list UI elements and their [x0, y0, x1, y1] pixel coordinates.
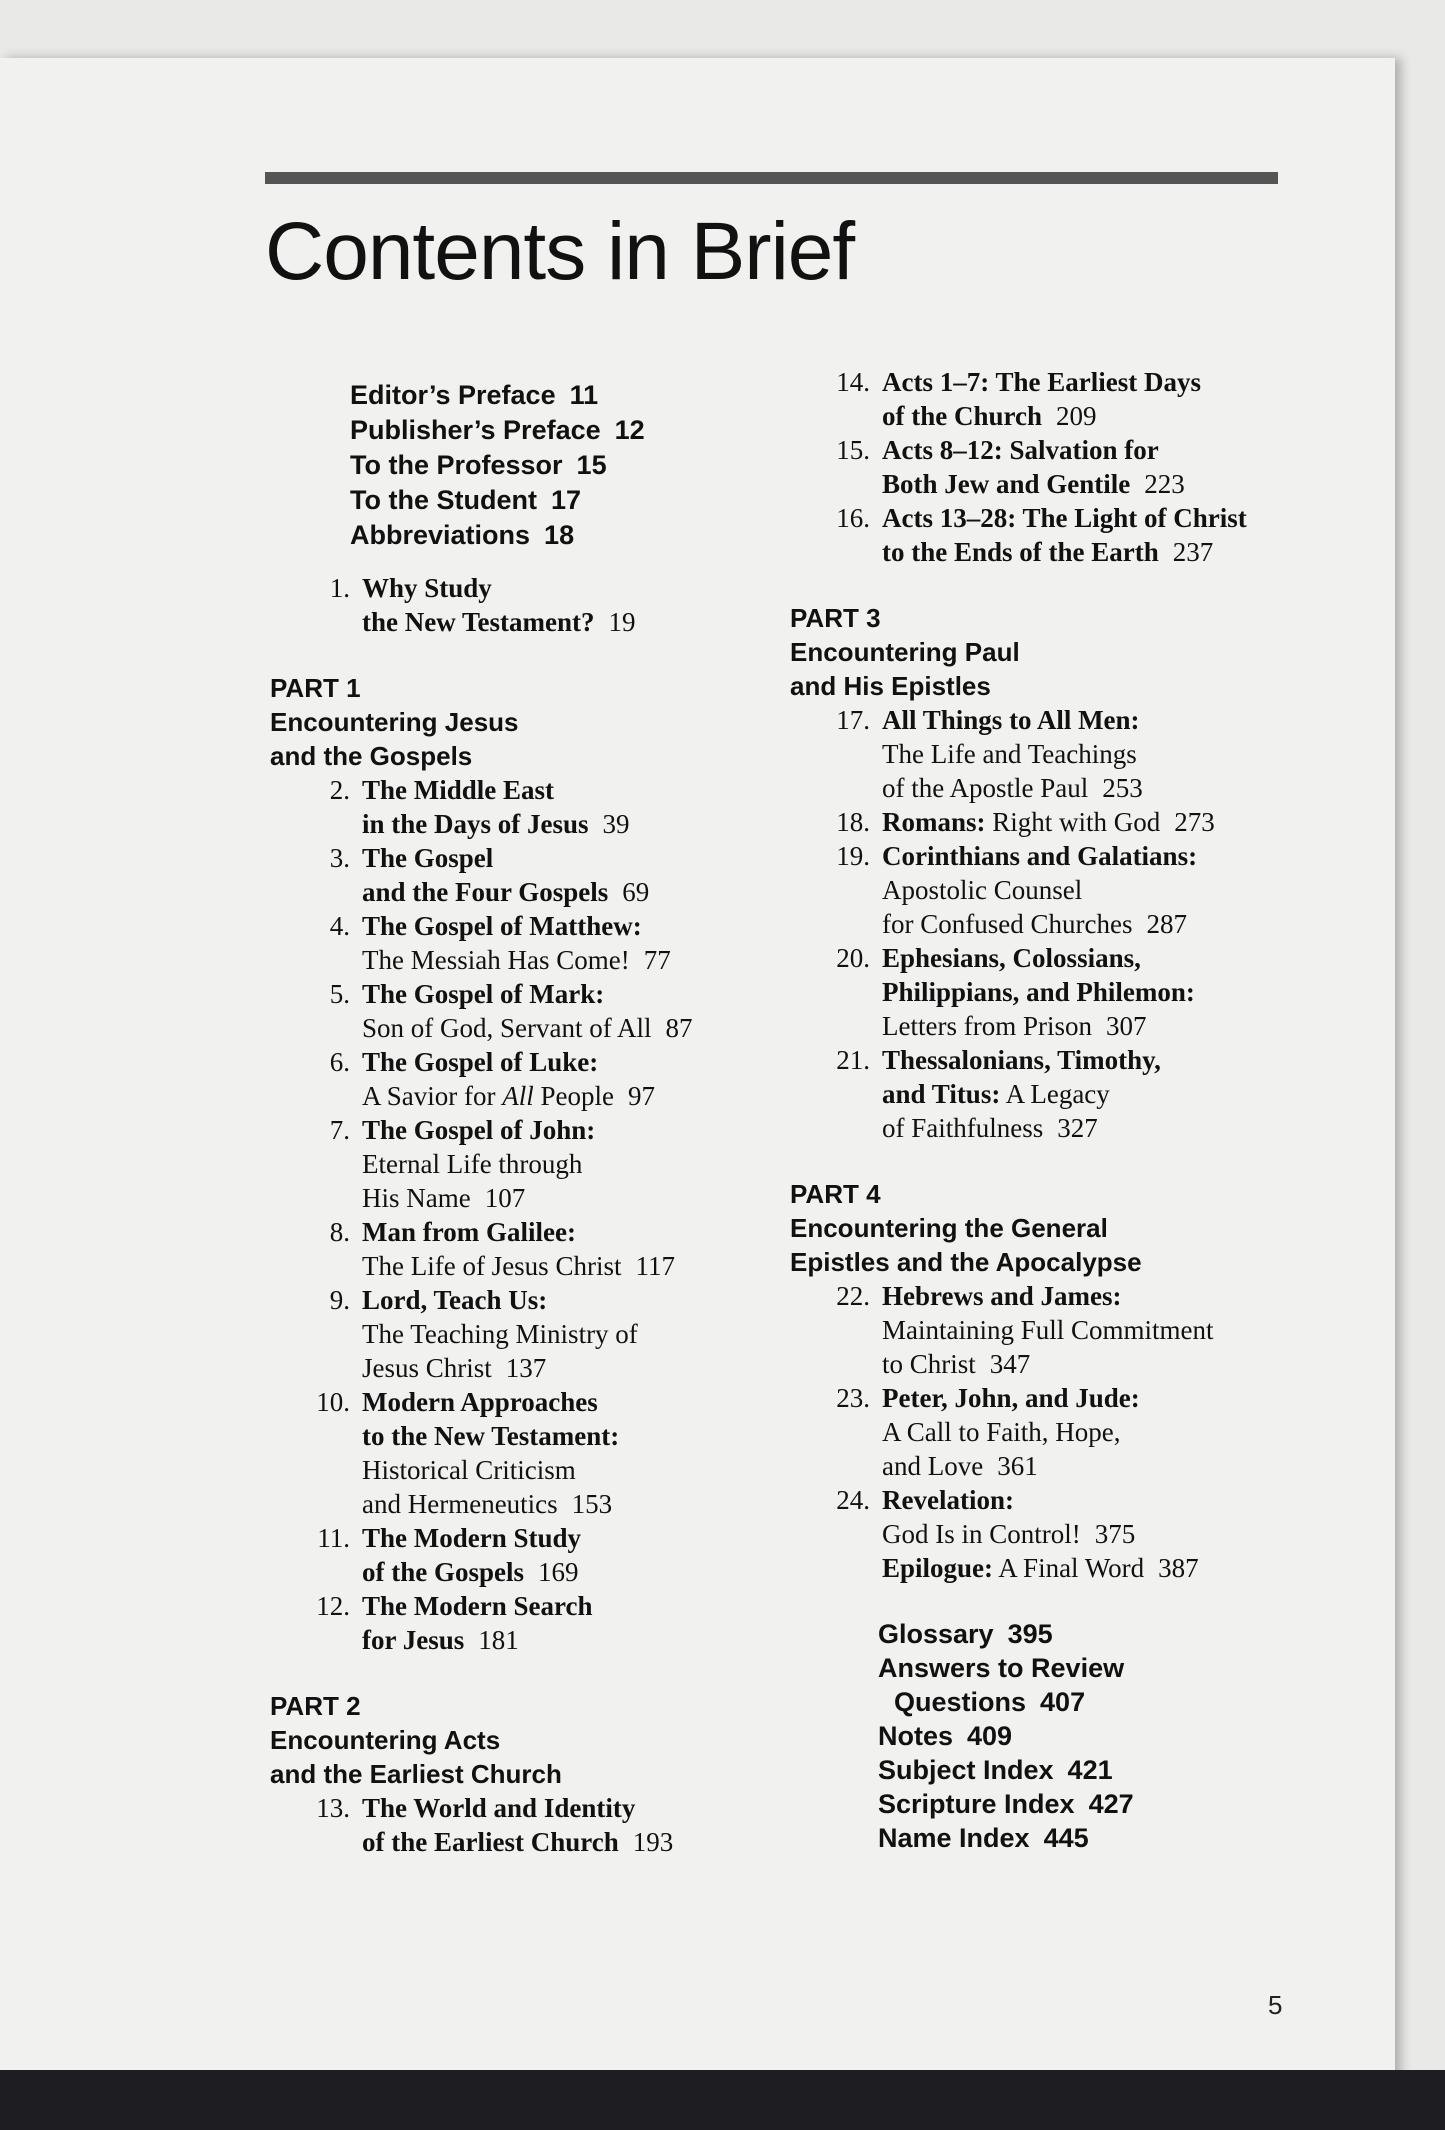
chapter-title-line: of the Church: [882, 401, 1043, 431]
chapter-subtitle: The Life of Jesus Christ: [362, 1251, 622, 1281]
chapter-entry: [270, 977, 790, 1045]
front-matter-list: [270, 378, 790, 553]
item-page: 18: [544, 520, 575, 550]
back-matter-item: [878, 1651, 1310, 1719]
chapter-title: The Gospel of John:: [362, 1115, 596, 1145]
chapter-title-line: to the New Testament:: [362, 1421, 620, 1451]
chapter-title-line: of the Earliest Church: [362, 1827, 619, 1857]
chapter-entry: [790, 1279, 1310, 1381]
chapter-title: Revelation:: [882, 1485, 1014, 1515]
chapter-entry: [790, 941, 1310, 1043]
part-title-line: Epistles and the Apocalypse: [790, 1247, 1142, 1277]
chapter-number: 15.: [836, 435, 870, 465]
chapter-number: 6.: [329, 1047, 350, 1077]
item-label: Notes: [878, 1721, 954, 1751]
back-matter-item: [878, 1753, 1310, 1787]
back-matter-item: [878, 1617, 1310, 1651]
contents-right-column: [790, 365, 1310, 1855]
chapter-page: 169: [538, 1557, 579, 1587]
chapter-number: 4.: [329, 911, 350, 941]
item-page: 12: [614, 415, 645, 445]
item-label: To the Professor: [350, 450, 563, 480]
chapter-subtitle-line: and Hermeneutics: [362, 1489, 558, 1519]
chapter-subtitle-line: of the Apostle Paul: [882, 773, 1089, 803]
back-matter-item: [878, 1719, 1310, 1753]
chapter-title-line: and the Four Gospels: [362, 877, 609, 907]
chapter-title: The Gospel: [362, 843, 494, 873]
chapter-number: 12.: [316, 1591, 350, 1621]
chapter-number: 8.: [329, 1217, 350, 1247]
chapter-entry: [270, 1215, 790, 1283]
chapter-title-line: of the Gospels: [362, 1557, 524, 1587]
chapter-page: 77: [643, 945, 671, 975]
item-page: 445: [1043, 1823, 1089, 1853]
chapter-title: Peter, John, and Jude:: [882, 1383, 1140, 1413]
chapter-title: Why Study: [362, 573, 492, 603]
chapter-number: 24.: [836, 1485, 870, 1515]
chapter-page: 117: [635, 1251, 675, 1281]
chapter-title-cont: Salvation for: [1002, 435, 1159, 465]
chapter-page: 273: [1174, 807, 1215, 837]
chapter-page: 87: [665, 1013, 693, 1043]
chapter-title-line: Both Jew and Gentile: [882, 469, 1131, 499]
item-label: Scripture Index: [878, 1789, 1075, 1819]
chapter-entry: [790, 1043, 1310, 1145]
chapter-title-line: for Jesus: [362, 1625, 465, 1655]
chapter-title: Ephesians, Colossians,: [882, 943, 1141, 973]
chapter-subtitle-line: to Christ: [882, 1349, 976, 1379]
chapter-page: 69: [622, 877, 650, 907]
chapter-title-cont: The Light of Christ: [1016, 503, 1247, 533]
chapter-subtitle-italic: All: [502, 1081, 534, 1111]
chapter-page: 39: [602, 809, 630, 839]
chapter-subtitle-line: and Love: [882, 1451, 984, 1481]
chapter-title: Man from Galilee:: [362, 1217, 576, 1247]
chapter-subtitle-line: Jesus Christ: [362, 1353, 492, 1383]
part-heading: [790, 1177, 1310, 1279]
chapter-subtitle: A Call to Faith, Hope,: [882, 1417, 1121, 1447]
chapter-number: 3.: [329, 843, 350, 873]
item-label: Editor’s Preface: [350, 380, 556, 410]
chapter-number: 5.: [329, 979, 350, 1009]
chapter-title-line: the New Testament?: [362, 607, 595, 637]
chapter-subtitle-end: People: [533, 1081, 614, 1111]
chapter-number: 9.: [329, 1285, 350, 1315]
chapter-page: 347: [989, 1349, 1031, 1379]
item-label: Publisher’s Preface: [350, 415, 601, 445]
contents-left-column: [270, 378, 790, 1859]
part-title: Encountering Paul: [790, 637, 1020, 667]
part-label: PART 1: [270, 673, 361, 703]
front-matter-item: [350, 518, 790, 553]
chapter-subtitle: A Savior for: [362, 1081, 503, 1111]
chapter-page: 181: [478, 1625, 519, 1655]
item-label: Glossary: [878, 1619, 994, 1649]
chapter-entry: [270, 1113, 790, 1215]
back-matter-item: [878, 1787, 1310, 1821]
chapter-subtitle: The Teaching Ministry of: [362, 1319, 638, 1349]
chapter-title: Thessalonians, Timothy,: [882, 1045, 1161, 1075]
chapter-subtitle: Letters from Prison: [882, 1011, 1092, 1041]
chapter-number: 11.: [317, 1523, 350, 1553]
chapter-subtitle: God Is in Control!: [882, 1519, 1081, 1549]
part-title: Encountering Acts: [270, 1725, 501, 1755]
chapter-title: All Things to All Men:: [882, 705, 1140, 735]
chapter-subtitle: A Legacy: [1000, 1079, 1110, 1109]
chapter-page: 253: [1102, 773, 1143, 803]
chapter-subtitle: Apostolic Counsel: [882, 875, 1083, 905]
item-page: 15: [576, 450, 607, 480]
chapter-entry: [270, 1045, 790, 1113]
chapter-title: Corinthians and Galatians:: [882, 841, 1198, 871]
chapter-title-line: and Titus:: [882, 1079, 1001, 1109]
chapter-title-cont: The Earliest Days: [989, 367, 1201, 397]
item-page: 421: [1067, 1755, 1113, 1785]
back-matter-item: [878, 1821, 1310, 1855]
chapter-page: 193: [632, 1827, 674, 1857]
chapter-title: The Gospel of Matthew:: [362, 911, 642, 941]
chapter-number: 7.: [329, 1115, 350, 1145]
chapter-page: 287: [1146, 909, 1187, 939]
front-matter-item: [350, 483, 790, 518]
item-page: 409: [967, 1721, 1013, 1751]
chapter-entry: [790, 805, 1310, 839]
chapter-page: 107: [484, 1183, 526, 1213]
chapter-title: Acts 13–28:: [882, 503, 1017, 533]
chapter-subtitle: Son of God, Servant of All: [362, 1013, 652, 1043]
part-title: Encountering the General: [790, 1213, 1108, 1243]
front-matter-item: [350, 378, 790, 413]
chapter-subtitle: Historical Criticism: [362, 1455, 576, 1485]
chapter-page: 137: [505, 1353, 547, 1383]
chapter-subtitle: The Messiah Has Come!: [362, 945, 630, 975]
item-label: Subject Index: [878, 1755, 1054, 1785]
chapter-number: 16.: [836, 503, 870, 533]
chapter-entry: [790, 1381, 1310, 1483]
chapter-number: 18.: [836, 807, 870, 837]
part-title-line: and His Epistles: [790, 671, 991, 701]
chapter-entry: [790, 1483, 1310, 1585]
chapter-entry: [270, 571, 790, 639]
chapter-title: The Modern Search: [362, 1591, 593, 1621]
part-label: PART 4: [790, 1179, 881, 1209]
chapter-page: 153: [571, 1489, 613, 1519]
chapter-entry: [270, 1589, 790, 1657]
chapter-entry: [270, 1521, 790, 1589]
item-page: 427: [1088, 1789, 1134, 1819]
chapter-page: 209: [1056, 401, 1097, 431]
epilogue-page: 387: [1158, 1553, 1199, 1583]
chapter-title: The Gospel of Mark:: [362, 979, 605, 1009]
chapter-title: Hebrews and James:: [882, 1281, 1122, 1311]
chapter-page: 237: [1172, 537, 1214, 567]
chapter-subtitle: Maintaining Full Commitment: [882, 1315, 1214, 1345]
chapter-title: The Middle East: [362, 775, 555, 805]
chapter-subtitle-line: of Faithfulness: [882, 1113, 1044, 1143]
epilogue-title: Epilogue:: [882, 1553, 994, 1583]
background-shadow: [0, 2070, 1445, 2130]
part-label: PART 2: [270, 1691, 361, 1721]
chapter-entry: [790, 501, 1310, 569]
chapter-subtitle: The Life and Teachings: [882, 739, 1137, 769]
chapter-number: 17.: [836, 705, 870, 735]
chapter-entry: [270, 909, 790, 977]
chapter-entry: [270, 841, 790, 909]
chapter-title: Acts 1–7:: [882, 367, 990, 397]
chapter-page: 19: [608, 607, 636, 637]
chapter-subtitle: Eternal Life through: [362, 1149, 583, 1179]
part-title-line: and the Gospels: [270, 741, 473, 771]
item-label: Name Index: [878, 1823, 1030, 1853]
part-title: Encountering Jesus: [270, 707, 519, 737]
chapter-entry: [270, 1283, 790, 1385]
chapter-page: 97: [627, 1081, 655, 1111]
chapter-entry: [790, 703, 1310, 805]
item-label: Abbreviations: [350, 520, 531, 550]
item-page: 407: [1040, 1687, 1086, 1717]
part-heading: [270, 671, 790, 773]
epilogue-subtitle: A Final Word: [993, 1553, 1145, 1583]
chapter-title-line: in the Days of Jesus: [362, 809, 589, 839]
item-label-line: Questions: [894, 1687, 1027, 1717]
chapter-title: Lord, Teach Us:: [362, 1285, 548, 1315]
item-page: 17: [550, 485, 582, 515]
chapter-page: 307: [1105, 1011, 1147, 1041]
chapter-number: 22.: [836, 1281, 870, 1311]
chapter-page: 327: [1057, 1113, 1098, 1143]
chapter-title: Modern Approaches: [362, 1387, 598, 1417]
chapter-entry: [270, 1791, 790, 1859]
chapter-subtitle-line: for Confused Churches: [882, 909, 1133, 939]
page-title: Contents in Brief: [265, 206, 855, 297]
item-page: 11: [569, 380, 599, 410]
chapter-number: 14.: [836, 367, 870, 397]
part-title-line: and the Earliest Church: [270, 1759, 562, 1789]
chapter-title-line: to the Ends of the Earth: [882, 537, 1159, 567]
chapter-entry: [790, 839, 1310, 941]
chapter-title: The Modern Study: [362, 1523, 582, 1553]
chapter-entry: [790, 433, 1310, 501]
chapter-number: 13.: [316, 1793, 350, 1823]
title-rule: [265, 172, 1278, 184]
part-heading: [270, 1689, 790, 1791]
chapter-number: 1.: [329, 573, 350, 603]
chapter-number: 19.: [836, 841, 870, 871]
front-matter-item: [350, 448, 790, 483]
item-label: To the Student: [350, 485, 537, 515]
item-label: Answers to Review: [878, 1653, 1125, 1683]
back-matter-list: [790, 1617, 1310, 1855]
chapter-number: 10.: [316, 1387, 350, 1417]
chapter-number: 23.: [836, 1383, 870, 1413]
chapter-entry: [790, 365, 1310, 433]
chapter-page: 361: [997, 1451, 1038, 1481]
chapter-title: Romans:: [882, 807, 986, 837]
item-page: 395: [1007, 1619, 1053, 1649]
front-matter-item: [350, 413, 790, 448]
chapter-title: The Gospel of Luke:: [362, 1047, 599, 1077]
chapter-number: 21.: [836, 1045, 870, 1075]
chapter-page: 223: [1144, 469, 1185, 499]
chapter-number: 20.: [836, 943, 870, 973]
page-number: 5: [1268, 1990, 1283, 2020]
part-label: PART 3: [790, 603, 881, 633]
chapter-entry: [270, 773, 790, 841]
chapter-title-line: Philippians, and Philemon:: [882, 977, 1195, 1007]
chapter-page: 375: [1094, 1519, 1136, 1549]
chapter-entry: [270, 1385, 790, 1521]
chapter-subtitle-line: His Name: [362, 1183, 471, 1213]
part-heading: [790, 601, 1310, 703]
chapter-title: The World and Identity: [362, 1793, 636, 1823]
chapter-number: 2.: [329, 775, 350, 805]
chapter-title: Acts 8–12:: [882, 435, 1003, 465]
chapter-subtitle: Right with God: [985, 807, 1161, 837]
